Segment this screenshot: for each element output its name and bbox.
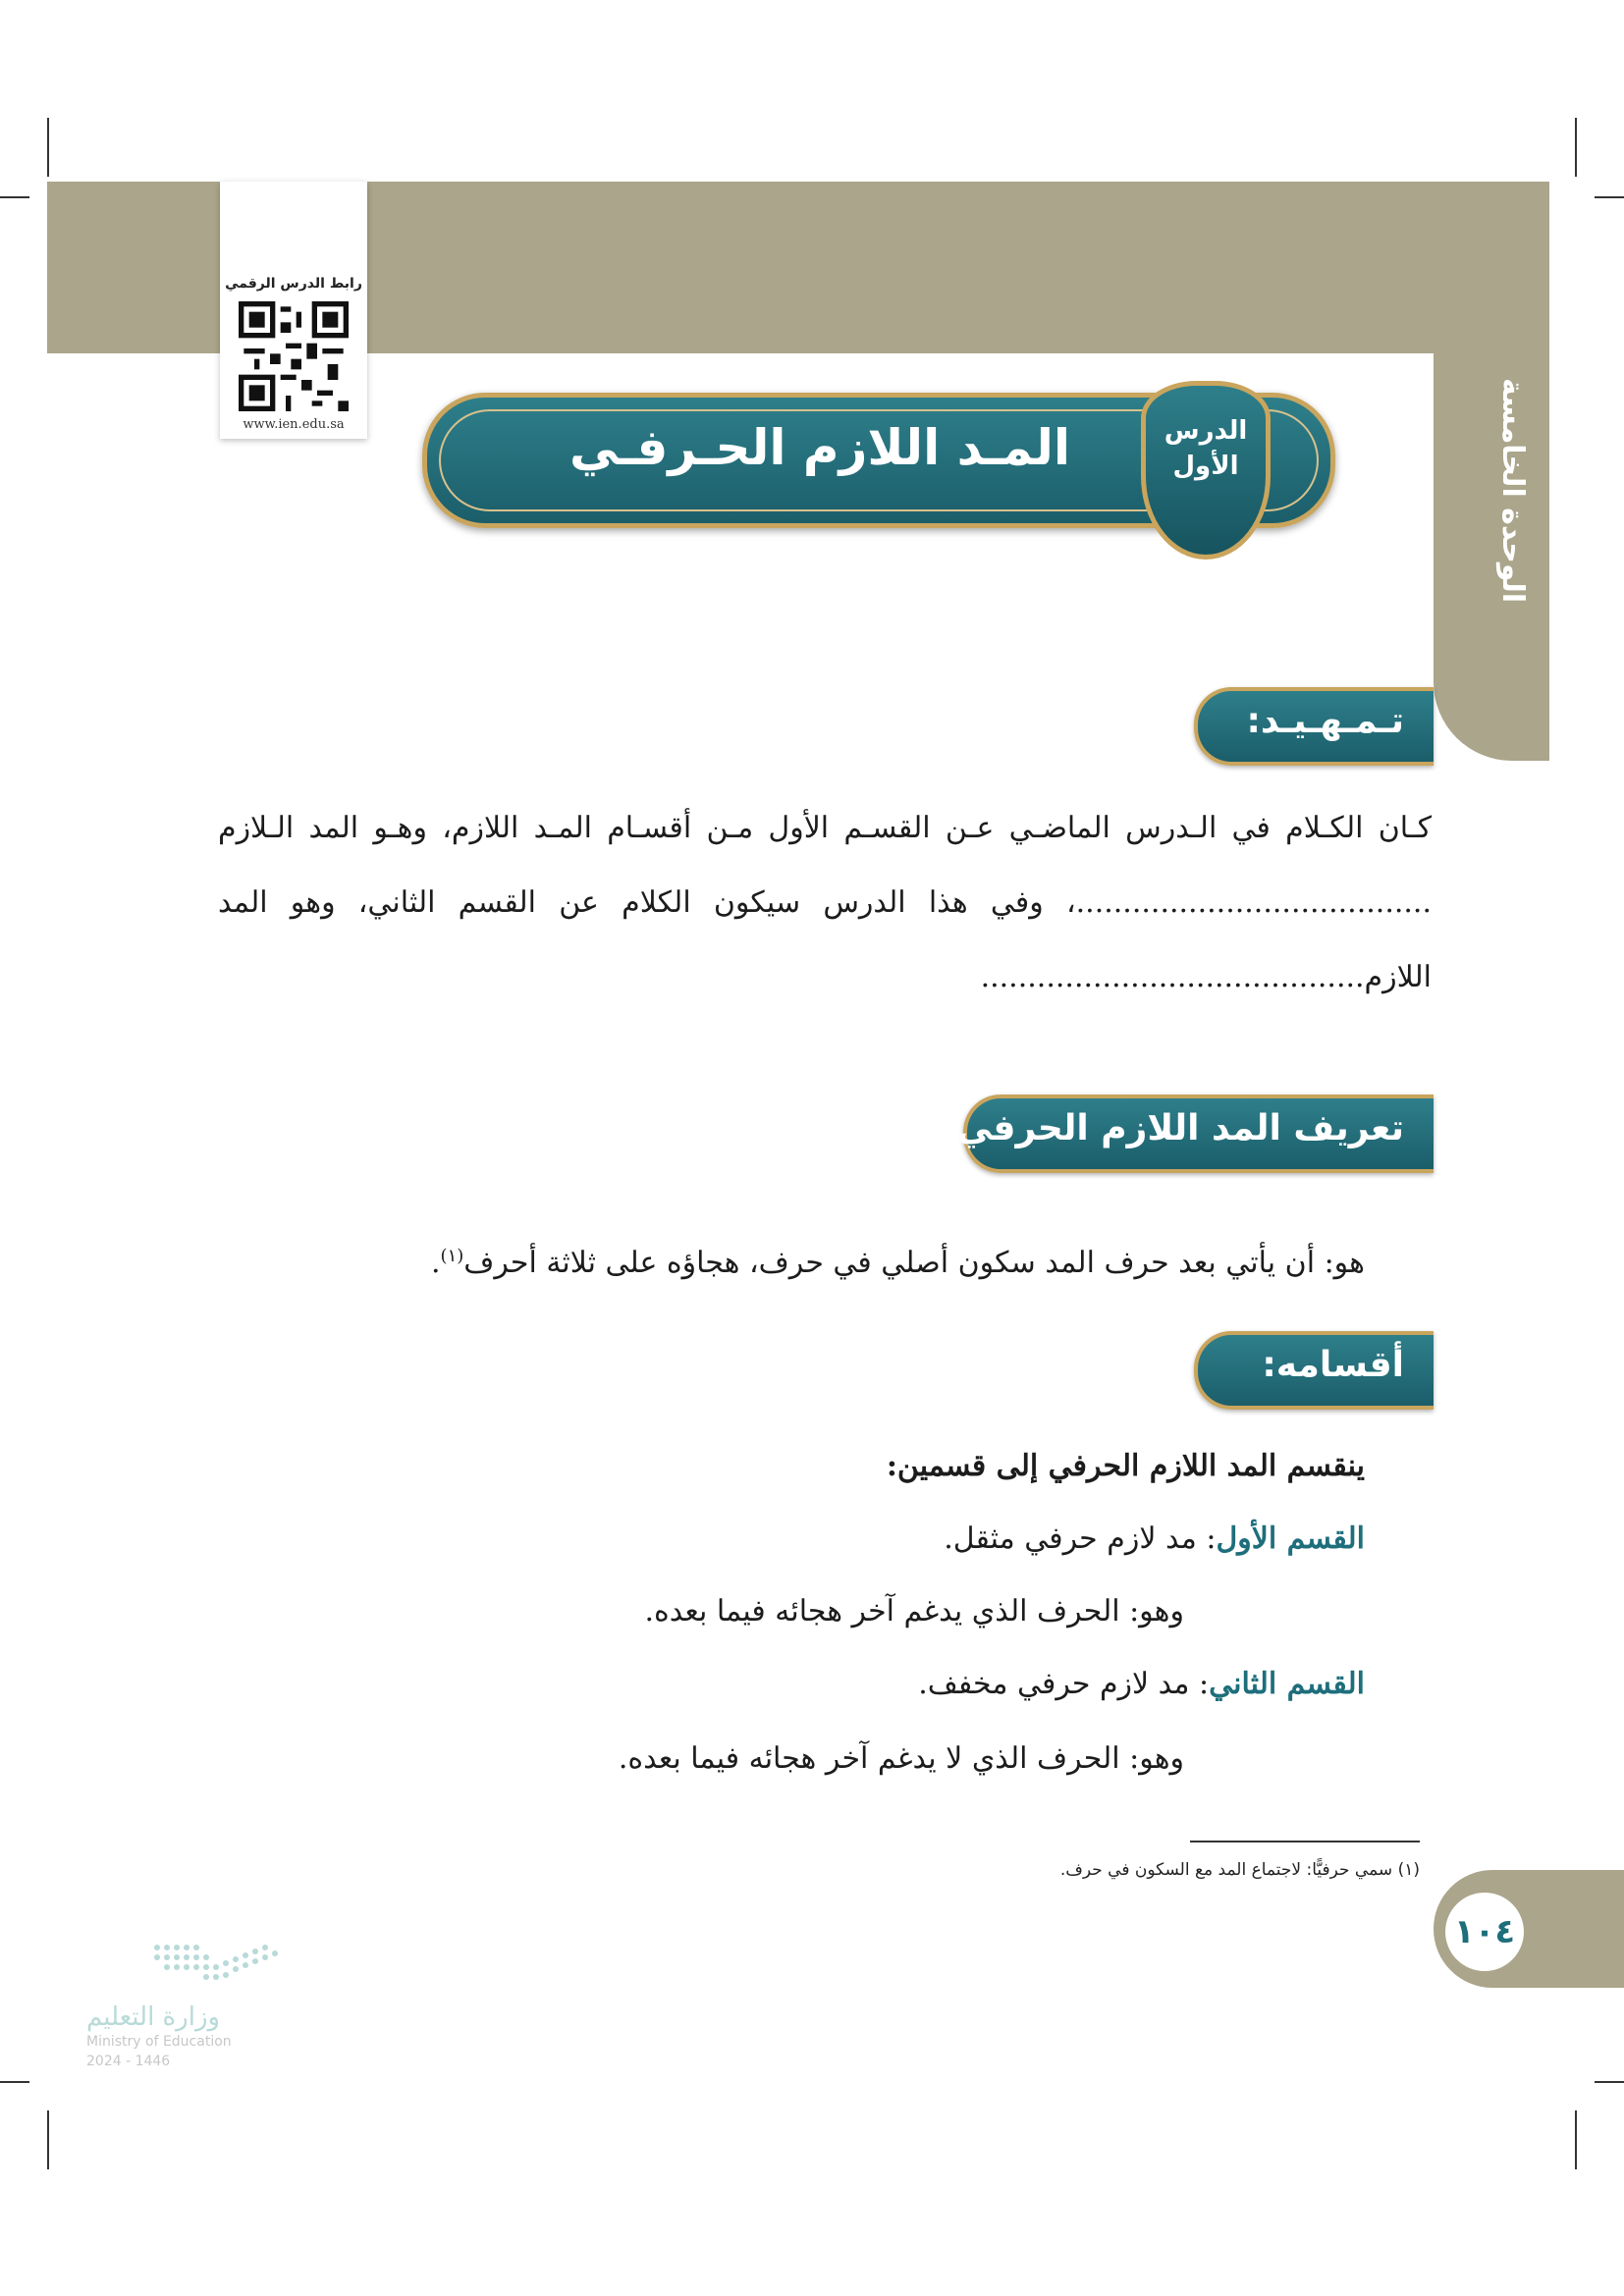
second-division-desc: وهو: الحرف الذي لا يدغم آخر هجائه فيما بعده. [618, 1741, 1184, 1776]
divisions-heading: أقسامه: [1262, 1345, 1404, 1385]
first-division-text: : مد لازم حرفي مثقل. [944, 1522, 1217, 1556]
crop-mark [0, 196, 29, 198]
first-division-desc: وهو: الحرف الذي يدغم آخر هجائه فيما بعده. [644, 1594, 1184, 1629]
crop-mark [1595, 2081, 1624, 2083]
intro-heading: تـمـهـيـد: [1246, 701, 1404, 741]
crop-mark [0, 2081, 29, 2083]
definition-heading: تعريف المد اللازم الحرفي: [943, 1108, 1404, 1148]
divisions-intro: ينقسم المد اللازم الحرفي إلى قسمين: [886, 1449, 1365, 1483]
lesson-badge [1141, 381, 1271, 560]
unit-title: الوحدة الخامسة [1495, 378, 1530, 604]
crop-mark [47, 2110, 49, 2169]
divisions-heading-tag [1194, 1331, 1434, 1410]
footnote: (١) سمي حرفيًّا: لاجتماع المد مع السكون في حرف. [1059, 1860, 1420, 1880]
qr-card[interactable] [220, 182, 367, 439]
lesson-badge-line1: الدرس [1164, 416, 1248, 446]
second-division-text: : مد لازم حرفي مخفف. [918, 1667, 1210, 1701]
ministry-logo-icon [86, 1940, 322, 1999]
first-division-line [944, 1516, 1365, 1563]
second-division-line [918, 1661, 1365, 1708]
footnote-ref[interactable]: (١) [440, 1246, 464, 1266]
crop-mark [1595, 196, 1624, 198]
crop-mark [1575, 2110, 1577, 2169]
second-division-label: القسم الثاني [1209, 1667, 1365, 1701]
crop-mark [47, 118, 49, 177]
definition-heading-tag [943, 1095, 1434, 1173]
definition-text-line [431, 1233, 1365, 1287]
crop-mark [1575, 118, 1577, 177]
first-division-label: القسم الأول [1216, 1522, 1365, 1556]
ministry-name-en: Ministry of Education [86, 2034, 232, 2050]
definition-end: . [430, 1246, 441, 1280]
lesson-title: المـد اللازم الحـرفـي [568, 419, 1071, 476]
lesson-badge-line2: الأول [1172, 452, 1239, 481]
definition-text: هو: أن يأتي بعد حرف المد سكون أصلي في حرف، هجاؤه على ثلاثة أحرف [463, 1246, 1365, 1280]
qr-code-icon[interactable] [239, 301, 349, 411]
ministry-year: 2024 - 1446 [86, 2054, 171, 2069]
footnote-divider [1190, 1841, 1420, 1842]
ministry-name-ar: وزارة التعليم [86, 2002, 221, 2032]
intro-paragraph: كـان الكـلام في الـدرس الماضـي عـن القسـم الأول مـن أقسـام المـد اللازم، وهـو المد الـلازم ......................................، وفي هذا الدرس سيكون الكلام عن القسم الثاني، وهو المد اللازم......................................... [218, 811, 1432, 994]
page-number: ١٠٤ [1445, 1893, 1524, 1971]
qr-url[interactable]: www.ien.edu.sa [243, 417, 345, 432]
qr-label: رابط الدرس الرقمي [225, 276, 362, 292]
intro-heading-tag [1194, 687, 1434, 766]
